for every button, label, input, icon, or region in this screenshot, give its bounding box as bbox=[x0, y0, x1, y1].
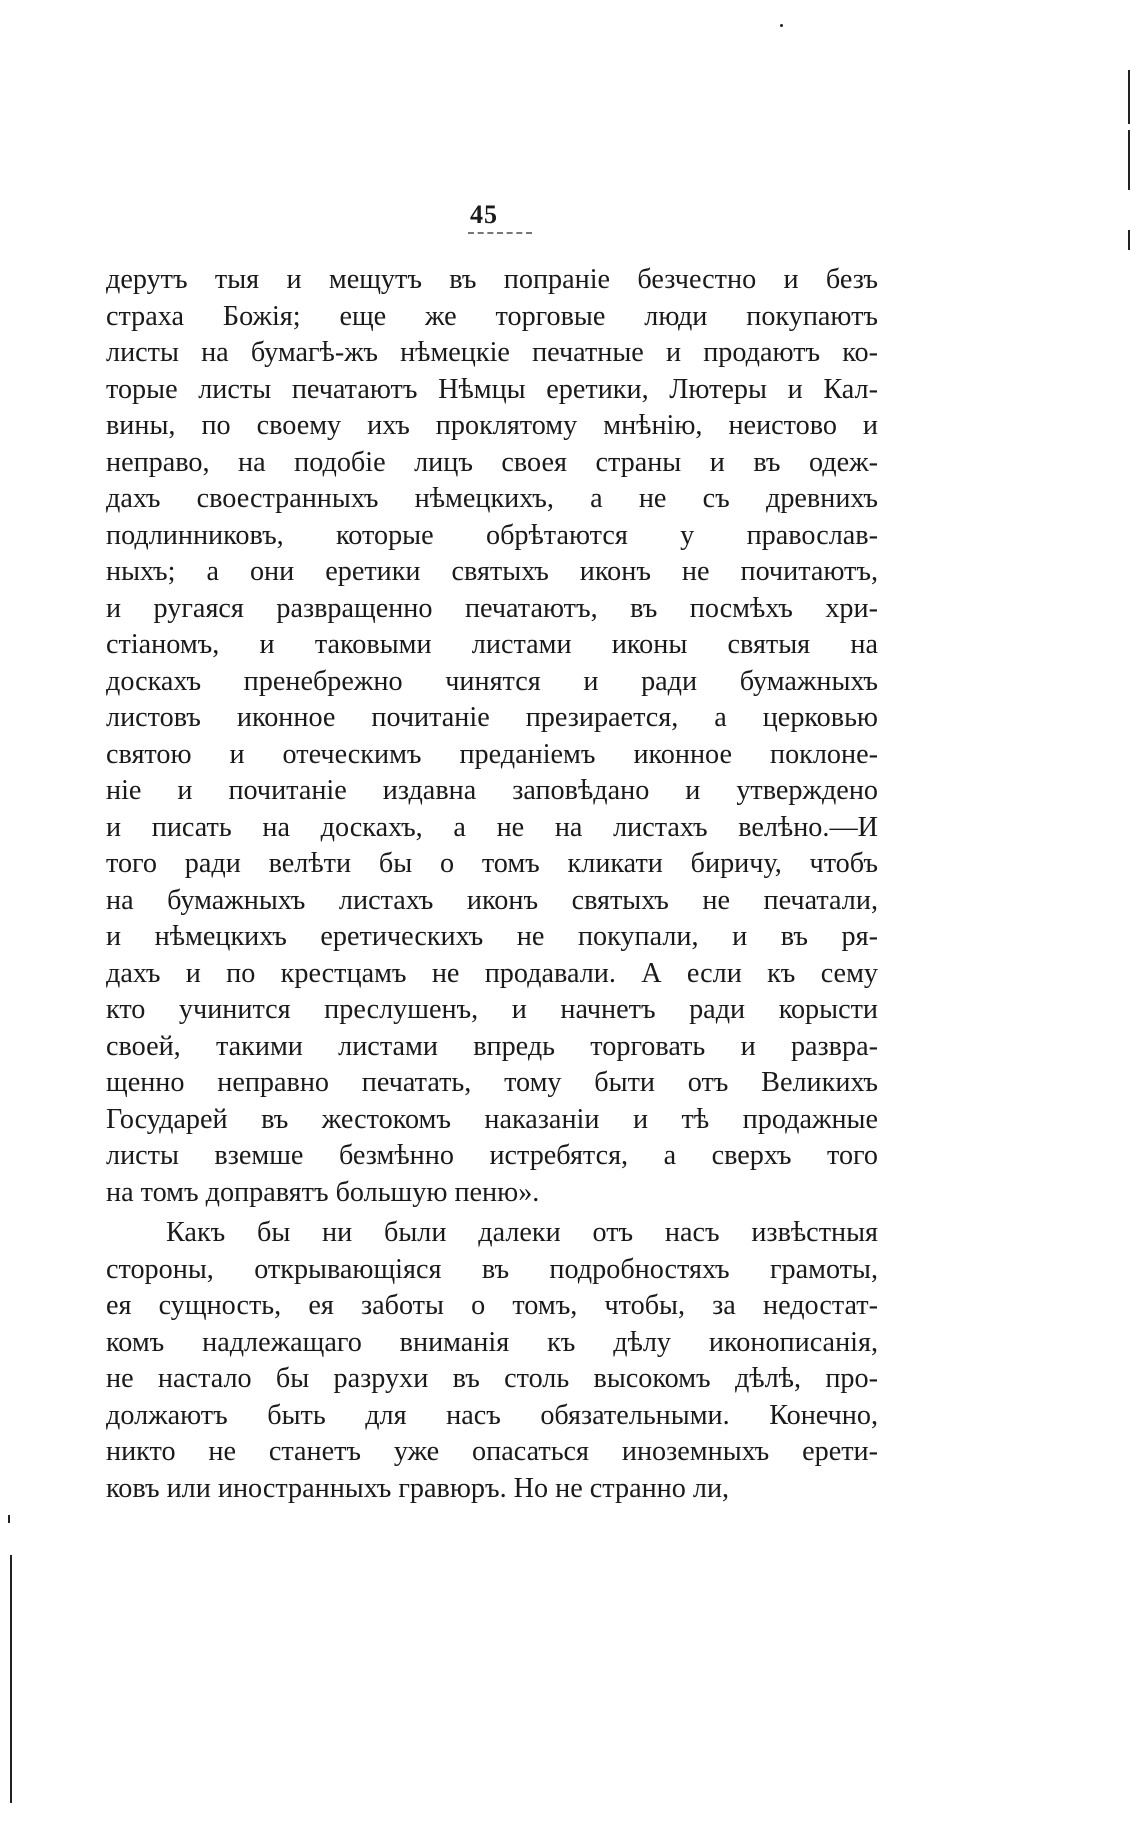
text-line: вины, по своему ихъ проклятому мнѣнію, неистово и bbox=[106, 410, 878, 441]
text-line: и ругаяся развращенно печатаютъ, въ посмѣхъ хри- bbox=[106, 592, 878, 624]
text-line: на бумажныхъ листахъ иконъ святыхъ не печатали, bbox=[106, 884, 878, 916]
text-line: ея сущность, ея заботы о томъ, чтобы, за недостат- bbox=[106, 1290, 878, 1321]
text-line: и писать на доскахъ, а не на листахъ велѣно.—И bbox=[106, 811, 878, 843]
text-line: ніе и почитаніе издавна заповѣдано и утверждено bbox=[106, 775, 878, 806]
scan-dot-left bbox=[8, 1515, 10, 1523]
text-line: подлинниковъ, которые обрѣтаются у православ- bbox=[106, 519, 878, 551]
text-line: Какъ бы ни были далеки отъ насъ извѣстныя bbox=[166, 1217, 878, 1248]
text-line: своей, такими листами впредь торговать и развра- bbox=[106, 1030, 878, 1062]
page-number-rule bbox=[468, 232, 532, 234]
scan-dot-top bbox=[780, 24, 783, 27]
scan-edge-mark-left bbox=[10, 1555, 12, 1803]
text-line: щенно неправно печатать, тому быти отъ Великихъ bbox=[106, 1067, 878, 1098]
text-line: того ради велѣти бы о томъ кликати биричу, чтобъ bbox=[106, 848, 878, 879]
text-line: должаютъ быть для насъ обязательными. Конечно, bbox=[106, 1399, 878, 1431]
text-line: ныхъ; а они еретики святыхъ иконъ не почитаютъ, bbox=[106, 556, 878, 587]
text-line: листы вземше безмѣнно истребятся, а сверхъ того bbox=[106, 1140, 878, 1171]
body-text bbox=[106, 262, 878, 1507]
text-line: ковъ или иностранныхъ гравюръ. Но не странно ли, bbox=[106, 1472, 730, 1504]
text-line: Государей въ жестокомъ наказаніи и тѣ продажные bbox=[106, 1103, 878, 1135]
text-line: стороны, открывающіяся въ подробностяхъ грамоты, bbox=[106, 1253, 878, 1285]
scan-edge-mark-top-right bbox=[1128, 70, 1130, 124]
text-line: дахъ и по крестцамъ не продавали. А если къ сему bbox=[106, 957, 878, 989]
page-number: 45 bbox=[470, 200, 498, 229]
text-line: стіаномъ, и таковыми листами иконы святыя на bbox=[106, 629, 878, 660]
text-line: комъ надлежащаго вниманія къ дѣлу иконописанія, bbox=[106, 1326, 878, 1358]
text-line: святою и отеческимъ преданіемъ иконное поклоне- bbox=[106, 738, 878, 770]
text-line: дерутъ тыя и мещутъ въ попраніе безчестно и безъ bbox=[106, 264, 878, 295]
paragraph bbox=[106, 262, 878, 1211]
text-line: на томъ доправятъ большую пеню». bbox=[106, 1176, 540, 1208]
text-line: страха Божія; еще же торговые люди покупаютъ bbox=[106, 300, 878, 332]
text-line: не настало бы разрухи въ столь высокомъ дѣлѣ, про- bbox=[106, 1363, 878, 1394]
text-line: дахъ своестранныхъ нѣмецкихъ, а не съ древнихъ bbox=[106, 483, 878, 514]
paragraph bbox=[106, 1215, 878, 1507]
text-line: кто учинится преслушенъ, и начнетъ ради корысти bbox=[106, 994, 878, 1025]
text-line: никто не станетъ уже опасаться иноземныхъ ерети- bbox=[106, 1436, 878, 1467]
text-line: неправо, на подобіе лицъ своея страны и въ одеж- bbox=[106, 446, 878, 478]
scan-edge-mark-mid-right bbox=[1128, 130, 1130, 190]
text-line: доскахъ пренебрежно чинятся и ради бумажныхъ bbox=[106, 665, 878, 697]
text-line: листовъ иконное почитаніе презирается, а церковью bbox=[106, 702, 878, 733]
scan-edge-mark-right-small bbox=[1128, 230, 1130, 250]
text-line: и нѣмецкихъ еретическихъ не покупали, и въ ря- bbox=[106, 921, 878, 952]
text-line: листы на бумагѣ-жъ нѣмецкіе печатные и продаютъ ко- bbox=[106, 337, 878, 368]
text-line: торые листы печатаютъ Нѣмцы еретики, Лютеры и Кал- bbox=[106, 373, 878, 405]
